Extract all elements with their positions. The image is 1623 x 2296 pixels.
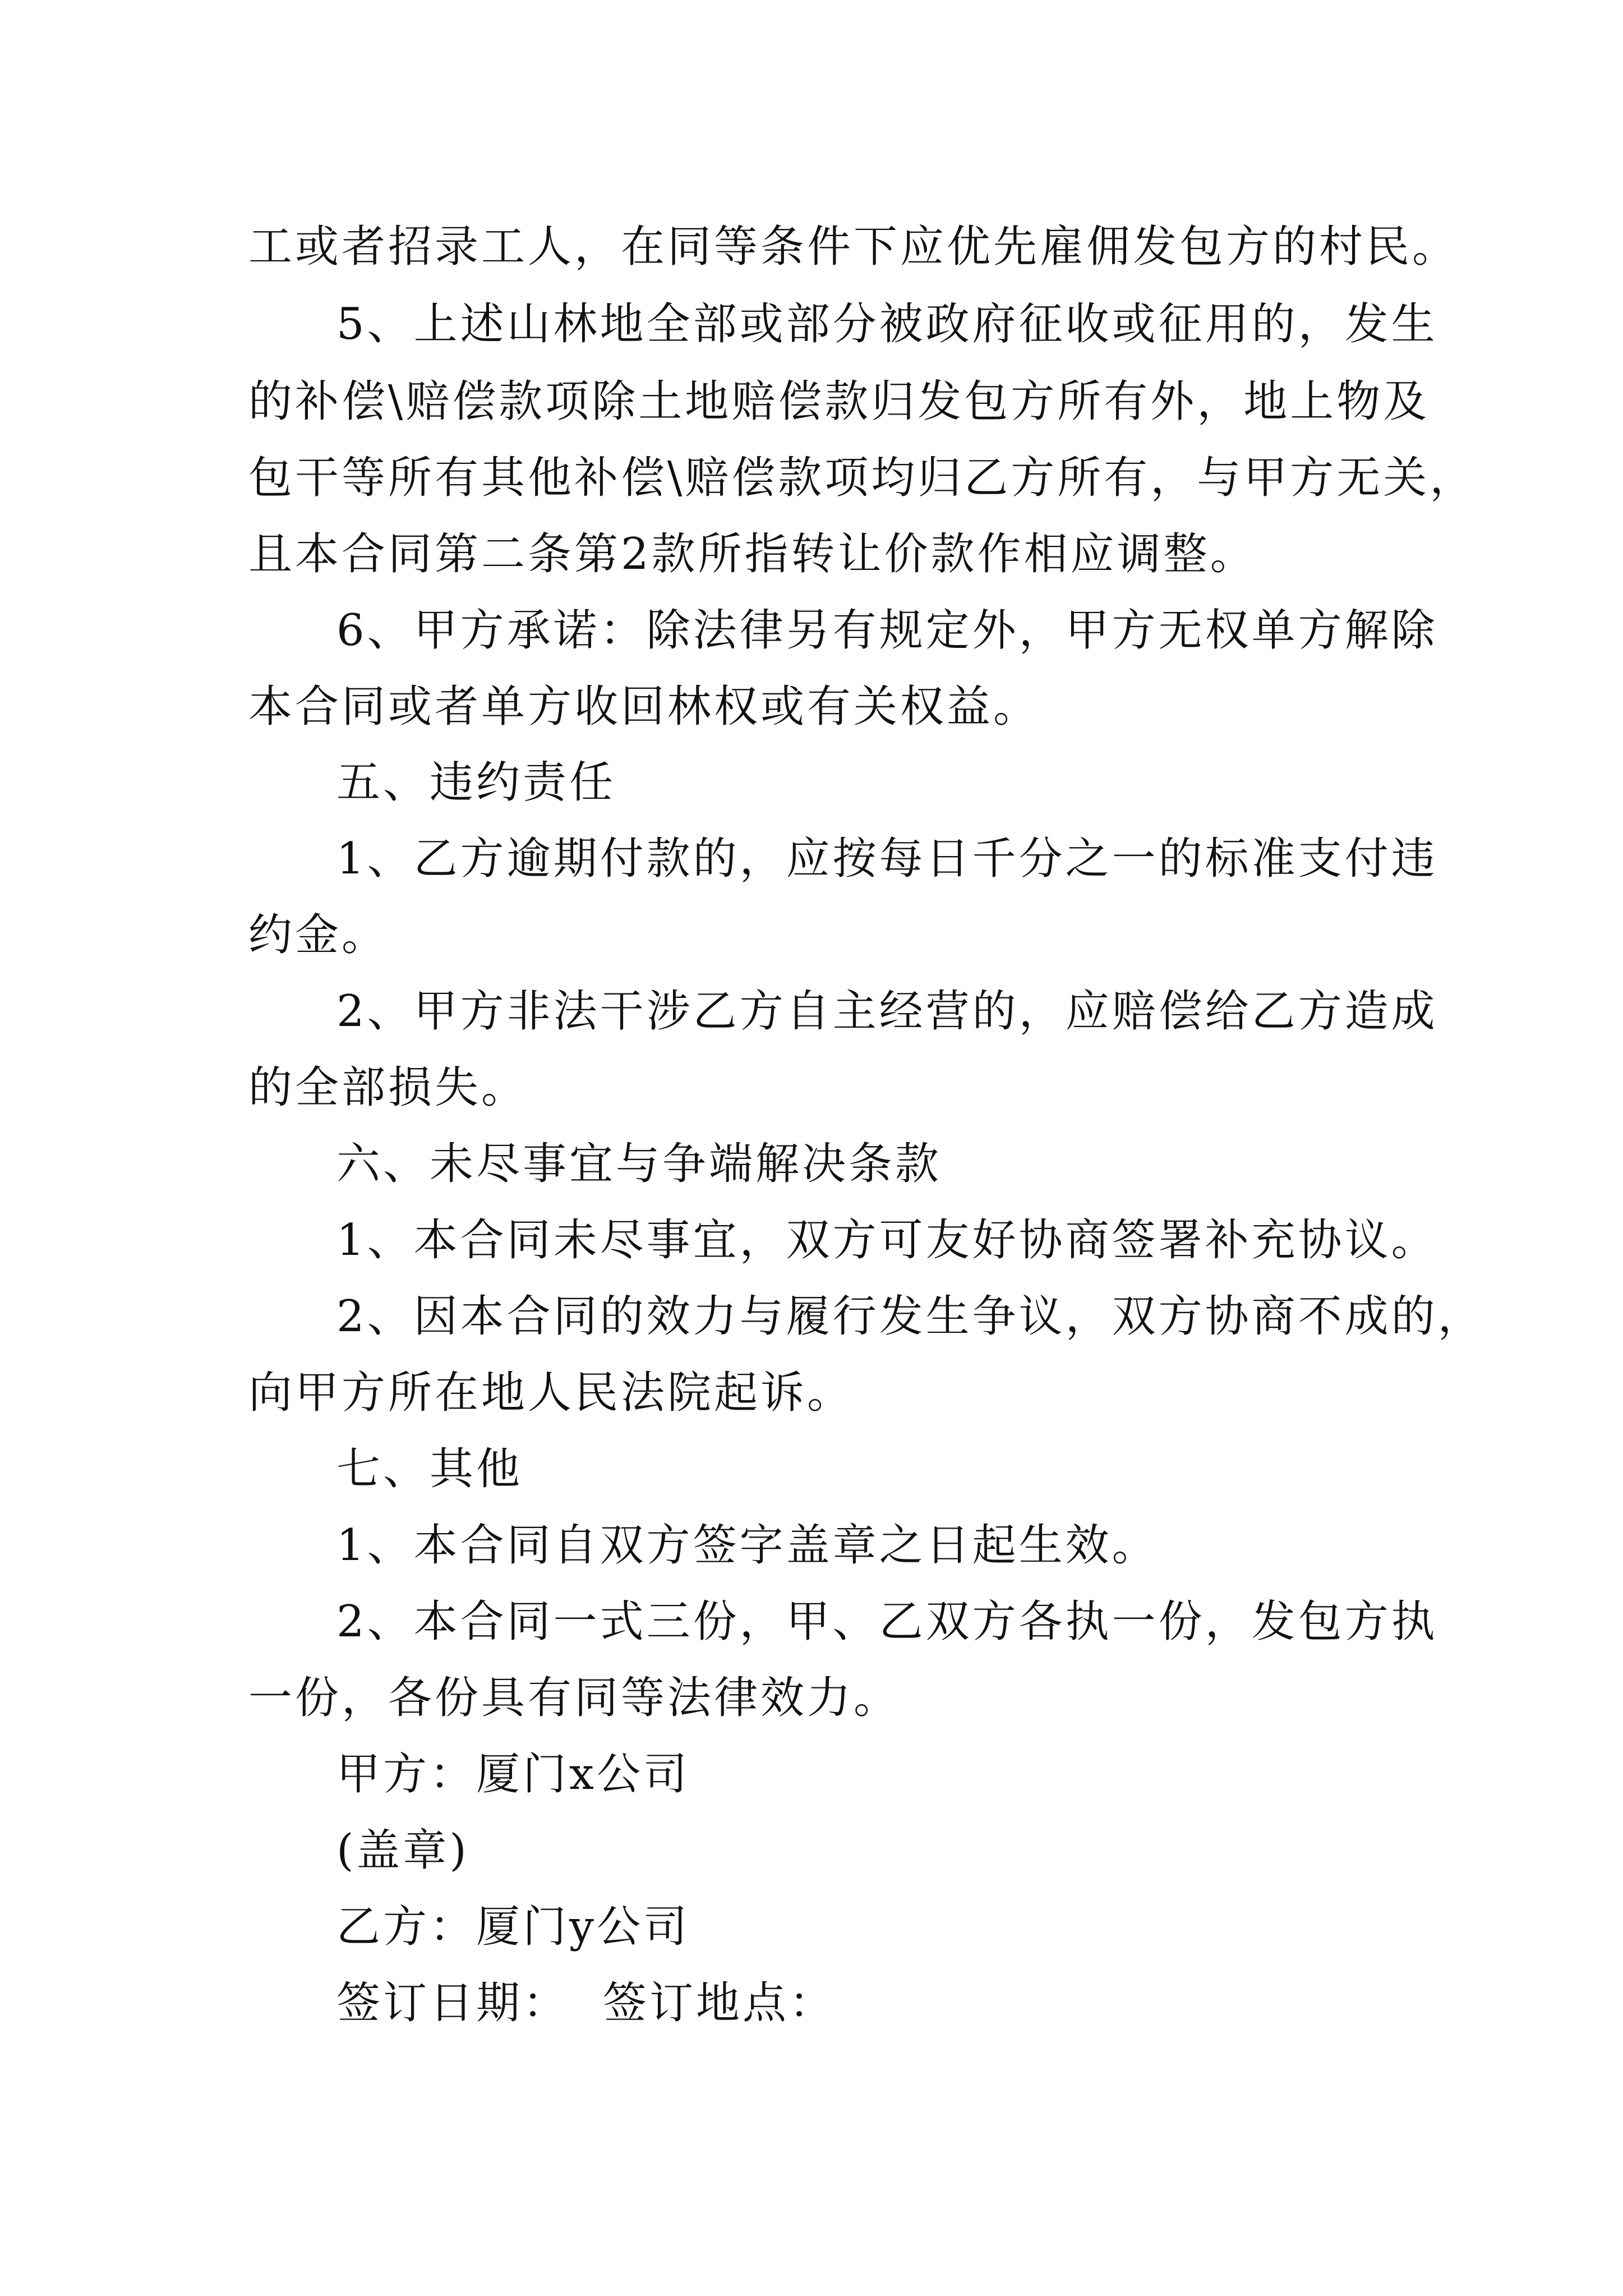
signing-info-line <box>0 1965 1623 2041</box>
text-line: 2、因本合同的效力与履行发生争议，双方协商不成的， <box>336 1291 1484 1342</box>
sign-date-label: 签订日期： <box>336 1978 570 2028</box>
seal-line: (盖章) <box>336 1825 469 1876</box>
text-line: 且本合同第二条第2款所指转让价款作相应调整。 <box>248 529 1257 579</box>
section-heading: 五、违约责任 <box>336 757 616 808</box>
party-a-line: 甲方：厦门x公司 <box>336 1749 690 1800</box>
section-heading: 六、未尽事宜与争端解决条款 <box>336 1139 942 1189</box>
text-line: 的补偿\赔偿款项除土地赔偿款归发包方所有外，地上物及 <box>248 376 1430 427</box>
text-line: 1、本合同自双方签字盖章之日起生效。 <box>336 1520 1159 1571</box>
text-line: 6、甲方承诺：除法律另有规定外，甲方无权单方解除 <box>336 605 1438 656</box>
party-b-line: 乙方：厦门y公司 <box>336 1902 690 1952</box>
text-line: 1、乙方逾期付款的，应按每日千分之一的标准支付违 <box>336 834 1438 884</box>
text-line: 一份，各份具有同等法律效力。 <box>248 1673 901 1723</box>
text-line: 向甲方所在地人民法院起诉。 <box>248 1368 854 1418</box>
text-line: 约金。 <box>248 910 389 960</box>
sign-place-label: 签订地点： <box>603 1978 836 2028</box>
text-line: 2、本合同一式三份，甲、乙双方各执一份，发包方执 <box>336 1596 1438 1647</box>
text-line: 工或者招录工人，在同等条件下应优先雇佣发包方的村民。 <box>248 222 1459 272</box>
text-line: 5、上述山林地全部或部分被政府征收或征用的，发生 <box>336 299 1438 349</box>
text-line: 包干等所有其他补偿\赔偿款项均归乙方所有，与甲方无关， <box>248 453 1477 503</box>
section-heading: 七、其他 <box>336 1444 523 1494</box>
text-line: 2、甲方非法干涉乙方自主经营的，应赔偿给乙方造成 <box>336 986 1438 1037</box>
text-line: 本合同或者单方收回林权或有关权益。 <box>248 682 1040 732</box>
text-line: 1、本合同未尽事宜，双方可友好协商签署补充协议。 <box>336 1215 1438 1266</box>
text-line: 的全部损失。 <box>248 1062 528 1113</box>
